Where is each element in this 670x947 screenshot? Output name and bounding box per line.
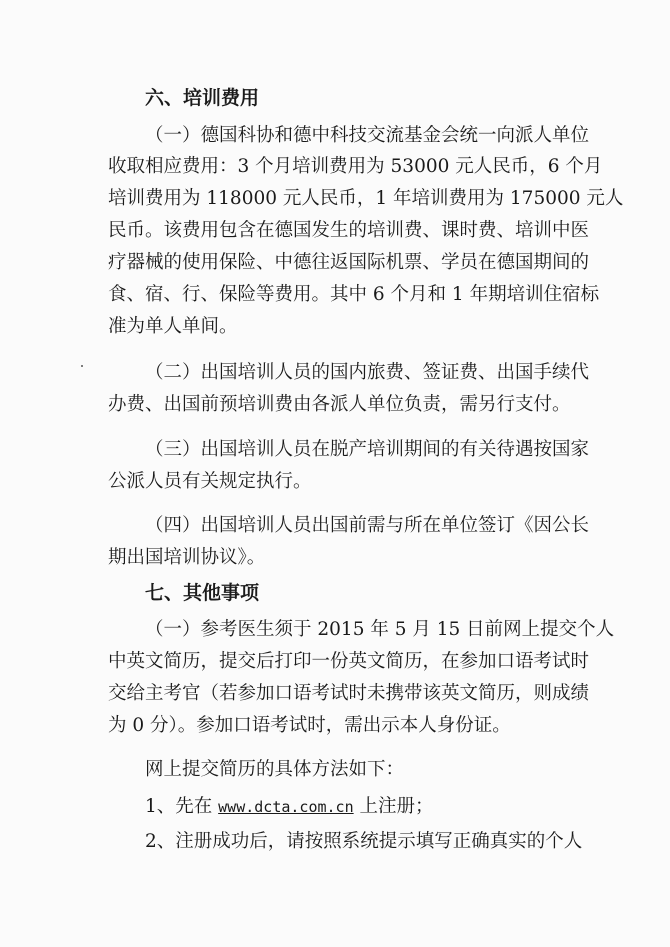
step-1-prefix: 1、先在 bbox=[145, 796, 219, 817]
section-6-p3-line-2: 公派人员有关规定执行。 bbox=[108, 471, 312, 492]
section-6-heading: 六、培训费用 bbox=[145, 87, 260, 109]
section-6-p1-line-7: 准为单人单间。 bbox=[108, 316, 238, 337]
section-6-p3-line-1: （三）出国培训人员在脱产培训期间的有关待遇按国家 bbox=[145, 439, 590, 460]
section-6-p1-line-1: （一）德国科协和德中科技交流基金会统一向派人单位 bbox=[145, 125, 590, 146]
section-7-p1-line-4: 为 0 分）。参加口语考试时，需出示本人身份证。 bbox=[108, 715, 511, 736]
section-7-heading: 七、其他事项 bbox=[145, 582, 260, 604]
registration-link[interactable]: www.dcta.com.cn bbox=[218, 798, 354, 816]
section-7-p2: 网上提交简历的具体方法如下： bbox=[145, 759, 405, 780]
section-6-p1-line-4: 民币。该费用包含在德国发生的培训费、课时费、培训中医 bbox=[108, 220, 590, 241]
section-7-p1-line-1: （一）参考医生须于 2015 年 5 月 15 日前网上提交个人 bbox=[145, 619, 615, 640]
section-6-p1-line-5: 疗器械的使用保险、中德往返国际机票、学员在德国期间的 bbox=[108, 252, 590, 273]
section-7-p1-line-2: 中英文简历，提交后打印一份英文简历，在参加口语考试时 bbox=[108, 651, 590, 672]
section-6-p1-line-3: 培训费用为 118000 元人民币，1 年培训费用为 175000 元人 bbox=[108, 188, 624, 209]
section-6-p1-line-6: 食、宿、行、保险等费用。其中 6 个月和 1 年期培训住宿标 bbox=[108, 284, 600, 305]
step-1-suffix: 上注册； bbox=[353, 796, 434, 817]
section-6-p4-line-1: （四）出国培训人员出国前需与所在单位签订《因公长 bbox=[145, 515, 590, 536]
section-6-p4-line-2: 期出国培训协议》。 bbox=[108, 547, 266, 568]
section-6-p2-line-1: （二）出国培训人员的国内旅费、签证费、出国手续代 bbox=[145, 362, 590, 383]
scan-speck bbox=[81, 365, 83, 367]
section-6-p1-line-2: 收取相应费用：3 个月培训费用为 53000 元人民币，6 个月 bbox=[108, 156, 603, 177]
section-7-step-1 bbox=[145, 795, 568, 819]
section-7-step-2: 2、注册成功后，请按照系统提示填写正确真实的个人 bbox=[145, 831, 583, 852]
section-6-p2-line-2: 办费、出国前预培训费由各派人单位负责，需另行支付。 bbox=[108, 394, 571, 415]
section-7-p1-line-3: 交给主考官（若参加口语考试时未携带该英文简历，则成绩 bbox=[108, 683, 590, 704]
